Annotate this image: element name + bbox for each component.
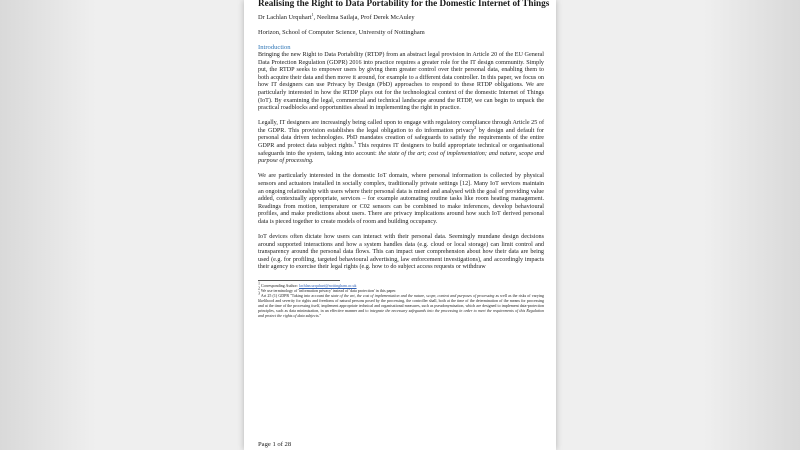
author-line xyxy=(258,11,544,22)
paragraph-2-part-c: This requires IT designers to build appropriate technical or organisational safeguards into the system, taking into account: xyxy=(258,143,544,157)
footnote-3-text-b: as well as the risks of varying likelihood and severity for rights and freedoms of natural persons posed by the processing, the controller shall, both at the time of the determination of the means for processing and at the time of the processing itself, implement appropriate technical and organisational measures, such as pseudonymisation, which are designed to implement data-protection principles, such as data minimisation, in an effective manner and to xyxy=(258,293,544,314)
footnote-3-text-a: Art 25 (1) GDPR "Taking into account the xyxy=(260,293,331,299)
footnote-1-number: 1 xyxy=(258,280,260,286)
footnote-3-italic-2: integrate the necessary safeguards into the processing in order to meet the requirements of this Regulation and protect the rights of data subjects. xyxy=(258,308,544,319)
affiliation: Horizon, School of Computer Science, University of Nottingham xyxy=(258,29,425,36)
footnote-mark-3: 3 xyxy=(354,140,357,146)
footnote-2-text: We use terminology of 'information privacy' instead of 'data protection' in this paper. xyxy=(260,288,397,294)
paragraph-1: Bringing the new Right to Data Portability (RTDP) from an abstract legal provision in Article 20 of the EU General Data Protection Regulation (GDPR) 2016 into practice requires a greater role for the IT design community. Simply put, the RTDP seeks to empower users by giving them greater control over their personal data, enabling them to both acquire their data and then move it around, for example to a different data controller. In this paper, we focus on how IT designers can use Privacy by Design (PbD) approaches to respond to these RTDP obligations. We are particularly interested in how the RTDP plays out for the technological context of the domestic Internet of Things (IoT). By examining the legal, commercial and technical landscape around the RTDP, we can begin to unpack the practical roadblocks and opportunities ahead in implementing the right in practice. xyxy=(258,52,544,112)
footnote-3-number: 3 xyxy=(258,290,260,296)
page-content xyxy=(258,0,550,319)
paragraph-3: We are particularly interested in the domestic IoT domain, where personal information is collected by physical sensors and actuators installed in socially complex, traditionally private settings [12]. Many IoT services maintain an ongoing relationship with users where their personal data is mined and analysed with the goal of providing value added, contextually appropriate, services – for example automating routine tasks like room heating management. Readings from motion, temperature or C02 sensors can be combined to make inferences, develop behavioural profiles, and make predictions about users. There are privacy implications around how such IoT derived personal data is pieced together to create models of room and building occupancy. xyxy=(258,173,544,225)
author-email-link[interactable]: lachlan.urquhart@nottingham.ac.uk xyxy=(299,283,357,289)
footnote-1-text: Corresponding Author: xyxy=(260,283,299,289)
paragraph-2-part-b: by design and default for personal data driven technologies. PbD mandates creation of safeguards to satisfy the requirements of the entire GDPR and protect data subject rights. xyxy=(258,127,544,150)
paragraph-2 xyxy=(258,120,544,166)
footnote-mark-2: 2 xyxy=(474,124,477,130)
footnotes xyxy=(258,280,544,319)
page-number: Page 1 of 28 xyxy=(258,441,292,448)
author-rest: , Neelima Sailaja, Prof Derek McAuley xyxy=(313,14,415,21)
document-page xyxy=(244,0,556,450)
footnote-separator xyxy=(258,280,340,281)
author-lead: Dr Lachlan Urquhart xyxy=(258,14,312,21)
section-heading-introduction: Introduction xyxy=(258,44,291,51)
paragraph-2-part-a: Legally, IT designers are increasingly being called upon to engage with regulatory compliance through Article 25 of the GDPR. This provision establishes the legal obligation to do information privacy xyxy=(258,120,544,134)
footnote-2-number: 2 xyxy=(258,285,260,291)
footnote-3-italic-1: state of the art, the cost of implementation and the nature, scope, context and purposes of processing xyxy=(330,293,495,299)
author-footnote-mark: 1 xyxy=(311,11,314,17)
paper-title: Realising the Right to Data Portability for the Domestic Internet of Things xyxy=(258,0,550,8)
footnote-3-text-c: " xyxy=(319,313,322,319)
paragraph-2-italic: the state of the art; cost of implementation; and nature, scope and purpose of processing. xyxy=(258,150,544,165)
paragraph-4: IoT devices often dictate how users can interact with their personal data. Seemingly mundane design decisions around supported interactions and how a system handles data (e.g. cloud or local storage) can limit control and transparency around the personal data flows. This can impact user comprehension about how their data are being used (e.g. for profiling, targeted behavioural advertising, law enforcement investigations), and accordingly impacts their agency to exercise their legal rights (e.g. how to do subject access requests or withdraw xyxy=(258,234,544,271)
